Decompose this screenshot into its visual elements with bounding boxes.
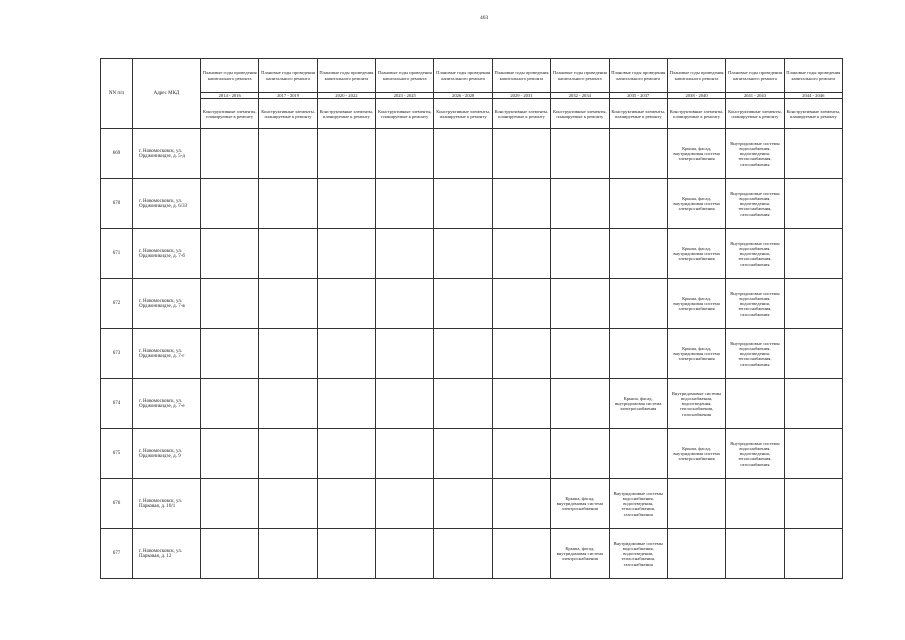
repair-cell [434, 129, 492, 179]
repair-cell [201, 529, 259, 579]
repair-cell [609, 429, 667, 479]
repair-cell [434, 379, 492, 429]
repair-cell [376, 229, 434, 279]
repair-cell [784, 479, 842, 529]
period-title-header: Плановые годы проведения капитального ремонта [726, 59, 784, 93]
repair-cell [726, 379, 784, 429]
repair-cell: Крыша, фасад, внутридомовая система электроснабжения [551, 479, 609, 529]
repair-cell: Внутридомовые системы водоснабжения, водоотведения, теплоснабжения, газоснабжения [609, 529, 667, 579]
repair-cell [434, 529, 492, 579]
row-address: г. Новомосковск, ул. Орджоникидзе, д. 7-в [133, 279, 201, 329]
period-years: 2032 - 2034 [551, 93, 609, 99]
table-row [101, 179, 843, 229]
repair-cell [317, 229, 375, 279]
elements-header: Конструктивные элементы, планируемые к ремонту [434, 99, 492, 129]
period-years: 2029 - 2031 [492, 93, 550, 99]
repair-cell: Крыша, фасад, внутридомовая система электроснабжения [667, 129, 725, 179]
repair-cell [317, 329, 375, 379]
period-years: 2044 - 2046 [784, 93, 842, 99]
repair-cell [551, 379, 609, 429]
repair-cell [551, 179, 609, 229]
row-number: 676 [101, 479, 133, 529]
repair-cell: Крыша, фасад, внутридомовая система электроснабжения [551, 529, 609, 579]
repair-cell [317, 129, 375, 179]
repair-cell [259, 179, 317, 229]
period-title-header: Плановые годы проведения капитального ремонта [376, 59, 434, 93]
repair-cell [784, 129, 842, 179]
repair-cell [492, 329, 550, 379]
row-number: 677 [101, 529, 133, 579]
repair-cell [317, 529, 375, 579]
row-address: г. Новомосковск, ул. Орджоникидзе, д. 7-г [133, 329, 201, 379]
repair-cell [201, 329, 259, 379]
row-number: 674 [101, 379, 133, 429]
repair-cell [551, 229, 609, 279]
repair-cell [667, 479, 725, 529]
repair-cell [376, 429, 434, 479]
repair-cell [434, 179, 492, 229]
repair-cell [201, 429, 259, 479]
table-row [101, 529, 843, 579]
repair-cell [259, 429, 317, 479]
elements-header: Конструктивные элементы, планируемые к ремонту [492, 99, 550, 129]
row-address: г. Новомосковск, ул. Парковая, д. 10/1 [133, 479, 201, 529]
repair-cell [317, 279, 375, 329]
period-years: 2014 - 2016 [201, 93, 259, 99]
row-number: 670 [101, 179, 133, 229]
repair-cell [317, 479, 375, 529]
elements-header: Конструктивные элементы, планируемые к ремонту [784, 99, 842, 129]
header-row-elements [101, 99, 843, 129]
repair-cell [434, 279, 492, 329]
repair-cell [201, 129, 259, 179]
row-address: г. Новомосковск, ул. Орджоникидзе, д. 6/33 [133, 179, 201, 229]
row-number: 671 [101, 229, 133, 279]
period-title-header: Плановые годы проведения капитального ремонта [492, 59, 550, 93]
repair-cell: Крыша, фасад, внутридомовая система электроснабжения [667, 229, 725, 279]
repair-cell [259, 529, 317, 579]
elements-header: Конструктивные элементы, планируемые к ремонту [259, 99, 317, 129]
repair-cell: Крыша, фасад, внутридомовая система электроснабжения [609, 379, 667, 429]
repair-cell [434, 429, 492, 479]
row-address: г. Новомосковск, ул. Парковая, д. 12 [133, 529, 201, 579]
repair-cell: Внутридомовые системы водоснабжения, водоотведения, теплоснабжения, газоснабжения [726, 179, 784, 229]
period-years: 2035 - 2037 [609, 93, 667, 99]
elements-header: Конструктивные элементы, планируемые к ремонту [551, 99, 609, 129]
repair-cell [317, 379, 375, 429]
repair-cell: Внутридомовые системы водоснабжения, водоотведения, теплоснабжения, газоснабжения [726, 279, 784, 329]
header-row-titles [101, 59, 843, 93]
repair-cell [667, 529, 725, 579]
repair-cell: Внутридомовые системы водоснабжения, водоотведения, теплоснабжения, газоснабжения [726, 129, 784, 179]
repair-cell [434, 479, 492, 529]
repair-cell [609, 129, 667, 179]
period-title-header: Плановые годы проведения капитального ремонта [259, 59, 317, 93]
repair-cell: Крыша, фасад, внутридомовая система электроснабжения [667, 179, 725, 229]
period-years: 2017 - 2019 [259, 93, 317, 99]
repair-cell: Крыша, фасад, внутридомовая система электроснабжения [667, 429, 725, 479]
period-title-header: Плановые годы проведения капитального ремонта [667, 59, 725, 93]
repair-cell [609, 179, 667, 229]
elements-header: Конструктивные элементы, планируемые к ремонту [609, 99, 667, 129]
repair-cell [259, 279, 317, 329]
repair-cell [259, 379, 317, 429]
repair-cell [317, 429, 375, 479]
repair-cell [609, 279, 667, 329]
repair-cell [376, 129, 434, 179]
table-row [101, 129, 843, 179]
repair-cell [434, 329, 492, 379]
repair-cell [784, 279, 842, 329]
period-title-header: Плановые годы проведения капитального ремонта [434, 59, 492, 93]
repair-cell [726, 479, 784, 529]
repair-cell: Крыша, фасад, внутридомовая система электроснабжения [667, 329, 725, 379]
col-address-header: Адрес МКД [133, 59, 201, 129]
repair-cell [492, 529, 550, 579]
repair-cell: Внутридомовые системы водоснабжения, водоотведения, теплоснабжения, газоснабжения [726, 229, 784, 279]
page-number: 463 [480, 15, 489, 21]
period-years: 2041 - 2043 [726, 93, 784, 99]
repair-cell [492, 479, 550, 529]
repair-cell [259, 129, 317, 179]
repair-cell [259, 329, 317, 379]
period-years: 2023 - 2025 [376, 93, 434, 99]
repair-cell [492, 379, 550, 429]
elements-header: Конструктивные элементы, планируемые к ремонту [201, 99, 259, 129]
repair-schedule-table [100, 58, 843, 579]
row-number: 673 [101, 329, 133, 379]
table-row [101, 379, 843, 429]
repair-cell [376, 379, 434, 429]
col-num-header: NN п/п [101, 59, 133, 129]
row-address: г. Новомосковск, ул. Орджоникидзе, д. 5-д [133, 129, 201, 179]
repair-cell: Внутридомовые системы водоснабжения, водоотведения, теплоснабжения, газоснабжения [609, 479, 667, 529]
repair-cell [784, 329, 842, 379]
repair-cell [259, 229, 317, 279]
row-number: 669 [101, 129, 133, 179]
repair-cell [376, 529, 434, 579]
repair-cell [201, 179, 259, 229]
repair-cell [201, 379, 259, 429]
period-title-header: Плановые годы проведения капитального ремонта [609, 59, 667, 93]
table-row [101, 229, 843, 279]
row-address: г. Новомосковск, ул. Орджоникидзе, д. 9 [133, 429, 201, 479]
repair-cell [492, 429, 550, 479]
repair-cell [726, 529, 784, 579]
table-row [101, 329, 843, 379]
repair-cell: Внутридомовые системы водоснабжения, водоотведения, теплоснабжения, газоснабжения [726, 329, 784, 379]
repair-cell [376, 329, 434, 379]
elements-header: Конструктивные элементы, планируемые к ремонту [726, 99, 784, 129]
elements-header: Конструктивные элементы, планируемые к ремонту [317, 99, 375, 129]
repair-cell [376, 279, 434, 329]
repair-cell [609, 329, 667, 379]
repair-cell [551, 279, 609, 329]
table-row [101, 479, 843, 529]
repair-cell: Внутридомовые системы водоснабжения, водоотведения, теплоснабжения, газоснабжения [726, 429, 784, 479]
repair-cell [784, 229, 842, 279]
period-years: 2020 - 2022 [317, 93, 375, 99]
repair-cell [201, 229, 259, 279]
repair-cell [609, 229, 667, 279]
repair-cell [492, 229, 550, 279]
repair-cell [551, 129, 609, 179]
repair-cell [492, 179, 550, 229]
table-row [101, 429, 843, 479]
repair-cell [492, 279, 550, 329]
period-title-header: Плановые годы проведения капитального ремонта [201, 59, 259, 93]
repair-cell [259, 479, 317, 529]
row-number: 672 [101, 279, 133, 329]
repair-cell [551, 329, 609, 379]
elements-header: Конструктивные элементы, планируемые к ремонту [667, 99, 725, 129]
period-title-header: Плановые годы проведения капитального ремонта [784, 59, 842, 93]
repair-cell [551, 429, 609, 479]
elements-header: Конструктивные элементы, планируемые к ремонту [376, 99, 434, 129]
repair-cell [201, 279, 259, 329]
repair-cell [784, 179, 842, 229]
repair-cell [492, 129, 550, 179]
period-years: 2038 - 2040 [667, 93, 725, 99]
period-title-header: Плановые годы проведения капитального ремонта [551, 59, 609, 93]
repair-cell [376, 479, 434, 529]
repair-cell: Внутридомовые системы водоснабжения, водоотведения, теплоснабжения, газоснабжения [667, 379, 725, 429]
repair-cell [317, 179, 375, 229]
period-years: 2026 - 2028 [434, 93, 492, 99]
row-address: г. Новомосковск, ул. Орджоникидзе, д. 7-б [133, 229, 201, 279]
row-number: 675 [101, 429, 133, 479]
repair-cell [201, 479, 259, 529]
repair-cell [784, 379, 842, 429]
row-address: г. Новомосковск, ул. Орджоникидзе, д. 7-е [133, 379, 201, 429]
period-title-header: Плановые годы проведения капитального ремонта [317, 59, 375, 93]
repair-cell [376, 179, 434, 229]
repair-cell [434, 229, 492, 279]
repair-cell [784, 529, 842, 579]
table-row [101, 279, 843, 329]
repair-cell [784, 429, 842, 479]
repair-cell: Крыша, фасад, внутридомовая система электроснабжения [667, 279, 725, 329]
